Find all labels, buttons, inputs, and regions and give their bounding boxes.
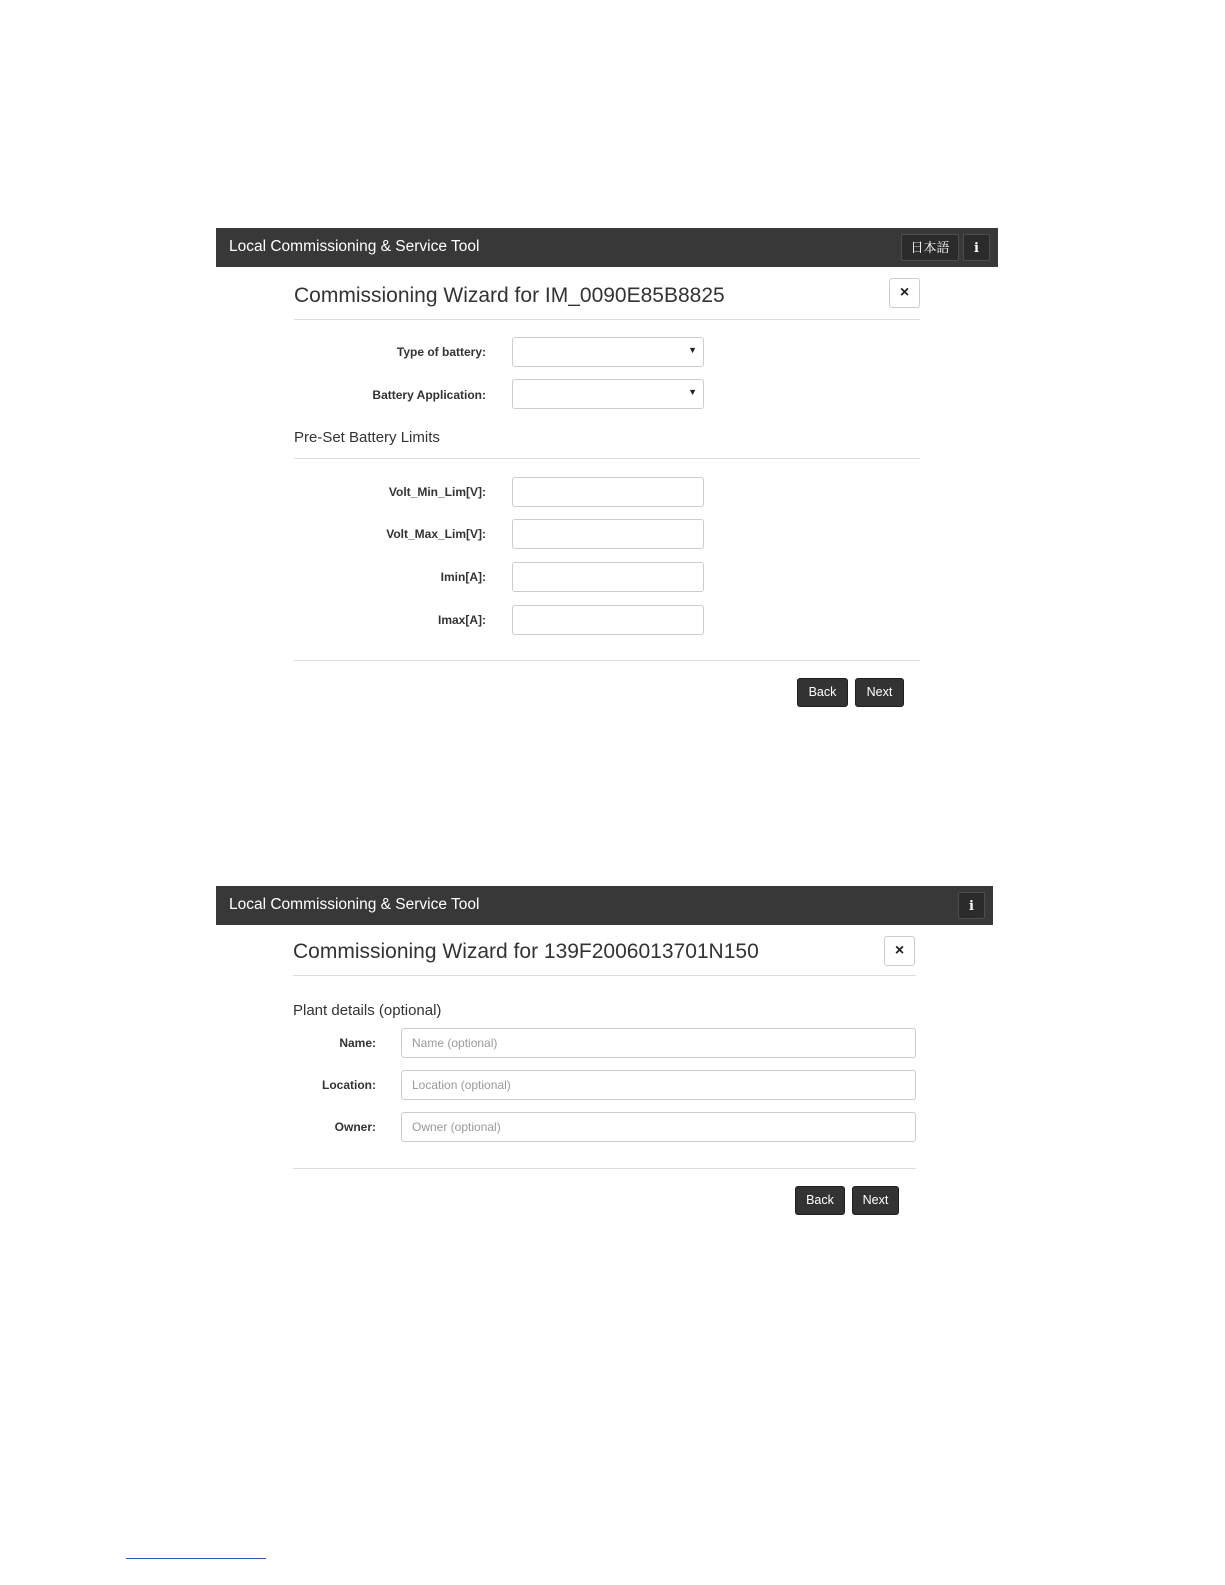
app-title: Local Commissioning & Service Tool <box>229 896 480 913</box>
volt-max-label: Volt_Max_Lim[V]: <box>386 527 486 541</box>
info-icon: i <box>969 899 974 914</box>
owner-label: Owner: <box>334 1120 376 1134</box>
screen-1-battery-settings <box>0 0 1225 760</box>
next-button[interactable]: Next <box>855 678 904 707</box>
section-divider <box>294 458 920 459</box>
battery-application-label: Battery Application: <box>372 388 486 402</box>
type-of-battery-label: Type of battery: <box>396 345 486 359</box>
info-button[interactable] <box>963 234 990 261</box>
info-icon: i <box>974 241 979 256</box>
footnote-divider <box>126 1558 266 1559</box>
wizard-title: Commissioning Wizard for 139F2006013701N150 <box>293 940 759 963</box>
app-topbar <box>216 886 993 925</box>
imin-input[interactable] <box>512 562 704 592</box>
limits-section-title: Pre-Set Battery Limits <box>294 429 440 446</box>
back-button[interactable]: Back <box>795 1186 845 1215</box>
footer-divider <box>294 660 920 661</box>
language-button[interactable]: 日本語 <box>901 234 959 261</box>
location-input[interactable] <box>401 1070 916 1100</box>
title-divider <box>294 319 920 320</box>
imax-label: Imax[A]: <box>437 613 486 627</box>
back-button[interactable]: Back <box>797 678 848 707</box>
name-label: Name: <box>339 1036 376 1050</box>
volt-min-input[interactable] <box>512 477 704 507</box>
volt-max-input[interactable] <box>512 519 704 549</box>
imax-input[interactable] <box>512 605 704 635</box>
close-icon: × <box>894 942 905 959</box>
footer-divider <box>293 1168 916 1169</box>
wizard-title: Commissioning Wizard for IM_0090E85B8825 <box>294 284 725 307</box>
volt-min-label: Volt_Min_Lim[V]: <box>388 485 486 499</box>
app-topbar <box>216 228 998 267</box>
imin-label: Imin[A]: <box>440 570 486 584</box>
chevron-down-icon: ▼ <box>688 387 697 397</box>
close-button[interactable] <box>884 936 915 966</box>
app-title: Local Commissioning & Service Tool <box>229 238 480 255</box>
owner-input[interactable] <box>401 1112 916 1142</box>
title-divider <box>293 975 916 976</box>
info-button[interactable] <box>958 892 985 919</box>
screen-2-plant-details <box>0 860 1225 1260</box>
type-of-battery-select[interactable] <box>512 337 704 367</box>
name-input[interactable] <box>401 1028 916 1058</box>
battery-application-select[interactable] <box>512 379 704 409</box>
close-button[interactable] <box>889 278 920 308</box>
plant-section-title: Plant details (optional) <box>293 1002 442 1019</box>
chevron-down-icon: ▼ <box>688 345 697 355</box>
next-button[interactable]: Next <box>852 1186 899 1215</box>
location-label: Location: <box>322 1078 376 1092</box>
close-icon: × <box>899 284 910 301</box>
